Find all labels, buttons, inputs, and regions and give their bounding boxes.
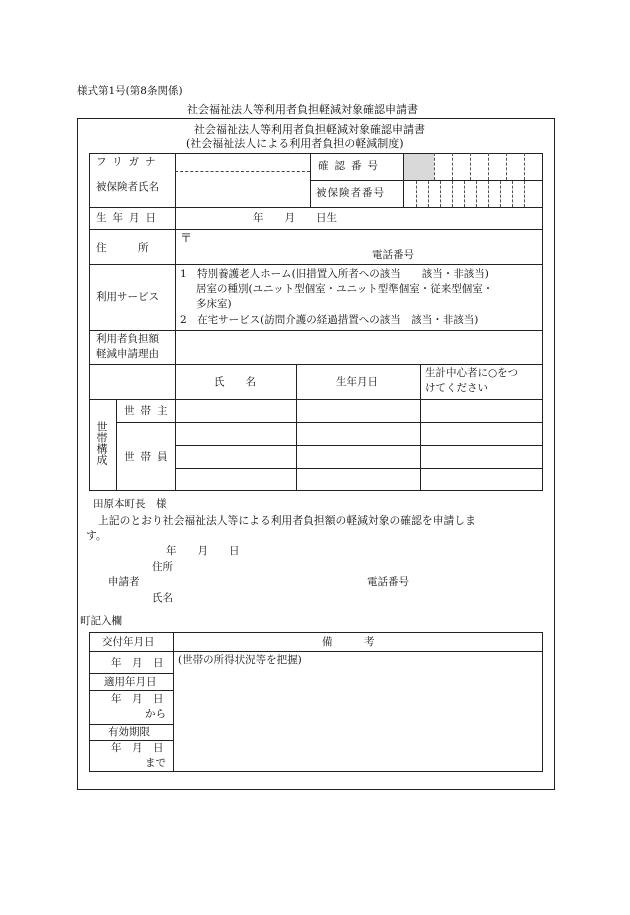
statement-1: 上記のとおり社会福祉法人等による利用者負担額の軽減対象の確認を申請しま	[98, 514, 476, 527]
issue-date-label: 交付年月日	[102, 636, 155, 648]
insured-name-label: 被保険者氏名	[96, 181, 159, 193]
insured-no-label: 被保険者番号	[316, 187, 385, 199]
col-head-1: 生計中心者に○をつ	[425, 367, 519, 379]
household-section-label: 世帯構成	[95, 421, 108, 465]
head-label: 世帯主	[124, 405, 174, 417]
room-type[interactable]: 居室の種別(ユニット型個室・ユニット型準個室・従来型個室・	[196, 283, 494, 295]
applicant-name-label: 氏名	[152, 592, 173, 604]
addressee: 田原本町長 様	[93, 498, 167, 510]
applicant-address-label: 住所	[152, 561, 173, 573]
col-name: 氏 名	[214, 376, 256, 388]
apply-from: から	[145, 708, 166, 720]
postal-mark: 〒	[180, 231, 193, 245]
room-type-cont[interactable]: 多床室)	[196, 298, 232, 310]
statement-2: す。	[86, 529, 107, 542]
address-label: 住 所	[96, 242, 149, 254]
service-option-1[interactable]: 1 特別養護老人ホーム(旧措置入所者への該当 該当・非該当)	[180, 268, 489, 280]
insured-name-field[interactable]	[176, 174, 309, 206]
confirm-no-shaded	[404, 154, 434, 180]
validity-value: 年 月 日	[111, 742, 164, 754]
apply-date-value: 年 月 日	[111, 693, 164, 705]
apply-date-label: 適用年月日	[104, 676, 157, 688]
office-section-title: 町記入欄	[80, 615, 122, 627]
form-number: 様式第1号(第8条関係)	[77, 85, 183, 97]
col-birth: 生年月日	[336, 376, 378, 388]
birth-value[interactable]: 年 月 日生	[253, 212, 337, 224]
member-label: 世帯員	[124, 451, 174, 463]
validity-until: まで	[145, 757, 166, 769]
application-date[interactable]: 年 月 日	[166, 545, 240, 557]
phone-label: 電話番号	[372, 249, 414, 261]
service-label: 利用サービス	[96, 291, 159, 303]
service-option-2[interactable]: 2 在宅サービス(訪問介護の経過措置への該当 該当・非該当)	[180, 314, 479, 326]
birth-label: 生年月日	[96, 212, 162, 224]
inner-subtitle: (社会福祉法人による利用者負担の軽減制度)	[186, 137, 404, 150]
inner-title: 社会福祉法人等利用者負担軽減対象確認申請書	[194, 123, 425, 136]
remarks-label: 備 考	[322, 636, 375, 648]
remarks-note: (世帯の所得状況等を把握)	[178, 654, 302, 666]
applicant-label: 申請者	[108, 576, 140, 588]
outer-title: 社会福祉法人等利用者負担軽減対象確認申請書	[187, 103, 418, 116]
applicant-phone-label: 電話番号	[367, 576, 409, 588]
confirm-no-label: 確認番号	[318, 160, 384, 172]
validity-label: 有効期限	[108, 726, 150, 738]
furigana-label: フリガナ	[96, 156, 162, 168]
reason-label-1: 利用者負担額	[96, 333, 159, 345]
issue-date-value: 年 月 日	[111, 657, 164, 669]
reason-label-2: 軽減申請理由	[96, 348, 159, 360]
col-head-2: けてください	[425, 382, 488, 394]
